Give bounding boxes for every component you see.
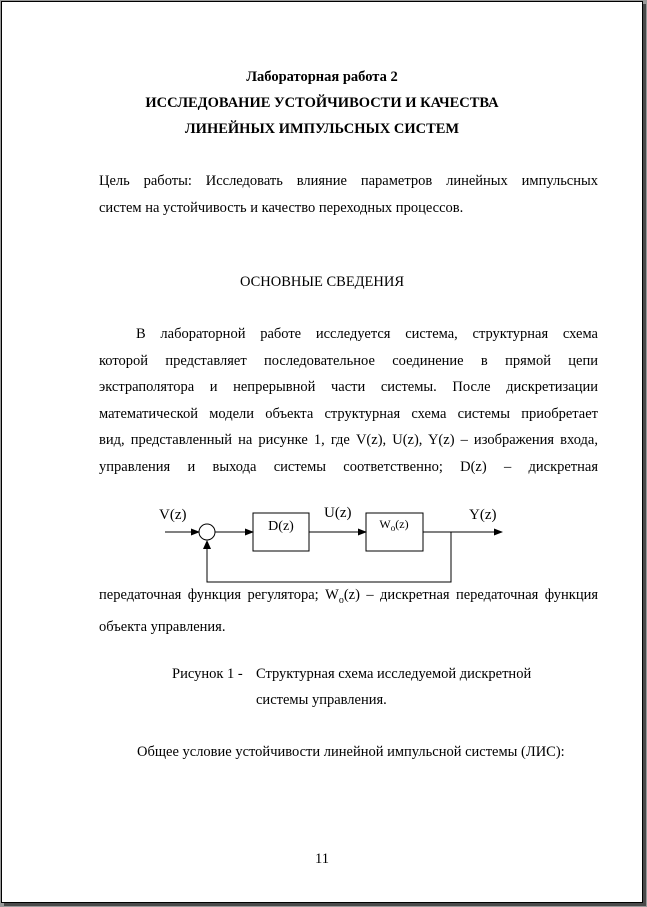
title-line-1: ИССЛЕДОВАНИЕ УСТОЙЧИВОСТИ И КАЧЕСТВА — [145, 95, 499, 111]
stability-condition: Общее условие устойчивости линейной импульсной системы (ЛИС): — [137, 744, 565, 760]
lab-title: Лабораторная работа 2 — [246, 69, 398, 85]
control-label: U(z) — [324, 505, 352, 521]
goal-line-1: Цель работы: Исследовать влияние параметров линейных импульсных — [99, 173, 598, 189]
output-label: Y(z) — [469, 507, 497, 523]
feedback-arrowhead — [203, 540, 211, 549]
caption-line-2: системы управления. — [256, 692, 387, 708]
block-diagram — [2, 497, 642, 592]
continuation-text — [99, 582, 598, 641]
main-paragraph — [99, 321, 598, 480]
continuation-part-1: передаточная функция регулятора; W — [99, 587, 339, 603]
title-line-2: ЛИНЕЙНЫХ ИМПУЛЬСНЫХ СИСТЕМ — [184, 121, 460, 137]
section-title: ОСНОВНЫЕ СВЕДЕНИЯ — [239, 274, 405, 290]
input-label: V(z) — [159, 507, 187, 523]
plant-label-tail: (z) — [395, 517, 409, 531]
paragraph-line: управления и выхода системы соответственно; D(z) – дискретная — [99, 458, 598, 475]
subscript-o: o — [338, 594, 344, 606]
paragraph-line: которой представляет последовательное соединение в прямой цепи — [99, 352, 598, 369]
continuation-line-2: объекта управления. — [99, 619, 226, 636]
document-page — [1, 1, 643, 903]
plant-label-sub: o — [390, 523, 396, 533]
goal-text — [99, 168, 598, 221]
plant-label — [379, 517, 408, 533]
controller-label: D(z) — [268, 519, 294, 534]
plant-label-main: W — [379, 517, 391, 531]
goal-line-2: систем на устойчивость и качество переходных процессов. — [99, 199, 464, 216]
continuation-line-1 — [99, 582, 598, 614]
feedback-line — [207, 532, 451, 582]
continuation-part-2: (z) – дискретная передаточная функция — [343, 587, 599, 603]
summing-junction — [199, 524, 215, 540]
paragraph-line: математической модели объекта структурная схема системы приобретает — [99, 405, 598, 422]
caption-line-1: Структурная схема исследуемой дискретной — [256, 666, 532, 682]
paragraph-line: В лабораторной работе исследуется система, структурная схема — [136, 326, 598, 342]
page-number: 11 — [315, 851, 329, 867]
paragraph-line: вид, представленный на рисунке 1, где V(z), U(z), Y(z) – изображения входа, — [99, 432, 598, 448]
paragraph-line: экстраполятора и непрерывной части системы. После дискретизации — [99, 379, 598, 395]
figure-label: Рисунок 1 - — [172, 666, 243, 682]
